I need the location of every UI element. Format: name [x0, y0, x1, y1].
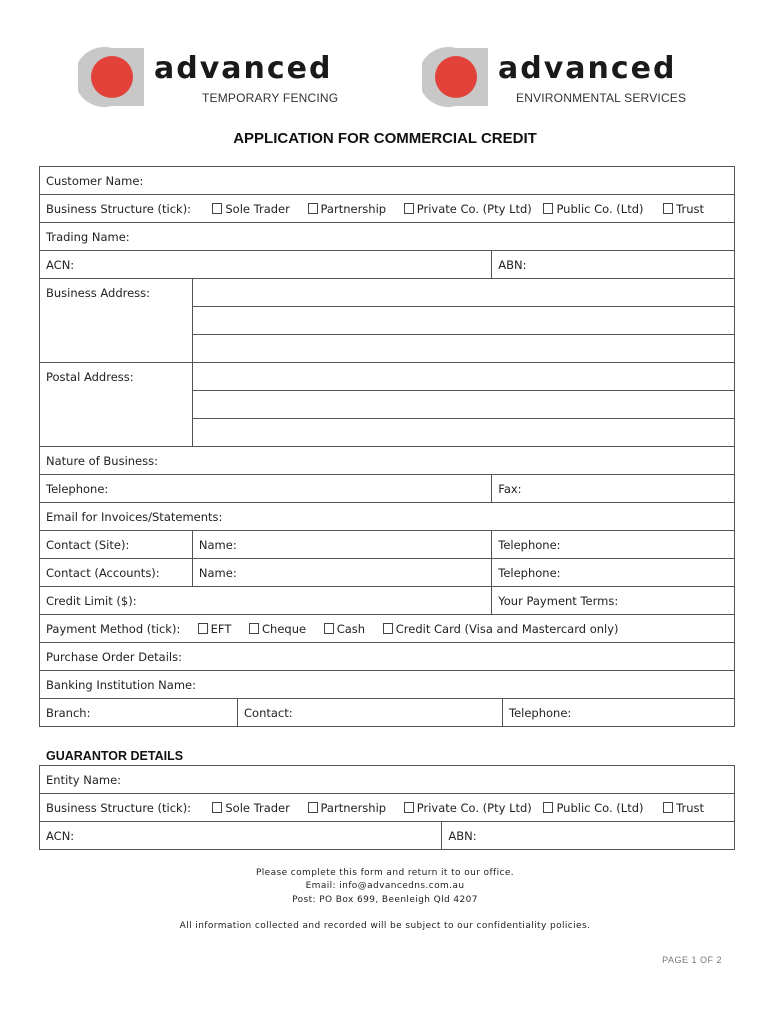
trading-name-row	[40, 223, 735, 251]
checkbox-icon[interactable]	[212, 203, 222, 214]
purchase-order-label: Purchase Order Details:	[46, 649, 182, 664]
telephone-fax-row	[40, 475, 735, 503]
customer-name-label: Customer Name:	[46, 173, 144, 188]
contact-accounts-label-cell	[40, 559, 193, 587]
checkbox-icon[interactable]	[543, 203, 553, 214]
contact-site-telephone-field[interactable]	[492, 531, 735, 559]
postal-address-row	[40, 363, 735, 391]
logo-subtitle: TEMPORARY FENCING	[202, 91, 339, 105]
banking-institution-label: Banking Institution Name:	[46, 677, 196, 692]
telephone-label: Telephone:	[498, 565, 561, 580]
email-invoices-row	[40, 503, 735, 531]
business-structure-label: Business Structure (tick):	[46, 800, 192, 815]
contact-accounts-telephone-field[interactable]	[492, 559, 735, 587]
acn-field[interactable]	[40, 251, 492, 279]
checkbox-cash[interactable]: Cash	[324, 622, 365, 636]
acn-abn-row	[40, 251, 735, 279]
entity-name-row	[40, 766, 735, 794]
postal-address-line-3[interactable]	[192, 419, 734, 447]
business-structure-row	[40, 195, 735, 223]
credit-application-table	[39, 166, 735, 727]
logo-wordmark: advanced	[154, 51, 333, 86]
customer-name-field[interactable]	[40, 167, 735, 195]
business-address-row	[40, 279, 735, 307]
checkbox-icon[interactable]	[324, 623, 334, 634]
banking-institution-field[interactable]	[40, 671, 735, 699]
email-invoices-field[interactable]	[40, 503, 735, 531]
customer-name-row	[40, 167, 735, 195]
business-structure-label: Business Structure (tick):	[46, 201, 192, 216]
telephone-label: Telephone:	[498, 537, 561, 552]
guarantor-checkbox-partnership[interactable]: Partnership	[308, 801, 387, 815]
trading-name-label: Trading Name:	[46, 229, 130, 244]
contact-label: Contact:	[244, 705, 293, 720]
checkbox-sole-trader[interactable]: Sole Trader	[212, 202, 289, 216]
postal-address-label-cell	[40, 363, 193, 447]
business-structure-field	[40, 195, 735, 223]
guarantor-business-structure-field	[40, 794, 735, 822]
business-address-line-3[interactable]	[192, 335, 734, 363]
guarantor-acn-field[interactable]	[40, 822, 442, 850]
guarantor-checkbox-public-co[interactable]: Public Co. (Ltd)	[543, 801, 643, 815]
checkbox-icon[interactable]	[249, 623, 259, 634]
branch-row-cell	[40, 699, 735, 727]
business-address-label-cell	[40, 279, 193, 363]
footer-post: Post: PO Box 699, Beenleigh Qld 4207	[292, 895, 478, 905]
contact-site-name-field[interactable]	[192, 531, 491, 559]
guarantor-checkbox-private-co[interactable]: Private Co. (Pty Ltd)	[404, 801, 532, 815]
contact-accounts-label: Contact (Accounts):	[46, 565, 160, 580]
checkbox-icon[interactable]	[383, 623, 393, 634]
checkbox-icon[interactable]	[404, 802, 414, 813]
acn-label: ACN:	[46, 828, 75, 843]
fax-field[interactable]	[492, 475, 735, 503]
postal-address-line-2[interactable]	[192, 391, 734, 419]
credit-limit-row	[40, 587, 735, 615]
purchase-order-row	[40, 643, 735, 671]
acn-label: ACN:	[46, 257, 75, 272]
checkbox-trust[interactable]: Trust	[663, 202, 704, 216]
checkbox-icon[interactable]	[308, 203, 318, 214]
business-address-line-2[interactable]	[192, 307, 734, 335]
abn-field[interactable]	[492, 251, 735, 279]
checkbox-icon[interactable]	[663, 802, 673, 813]
branch-field[interactable]	[40, 699, 238, 726]
page-number: PAGE 1 OF 2	[662, 955, 722, 965]
fax-label: Fax:	[498, 481, 522, 496]
banking-institution-row	[40, 671, 735, 699]
postal-address-line-1[interactable]	[192, 363, 734, 391]
contact-site-label-cell	[40, 531, 193, 559]
branch-label: Branch:	[46, 705, 91, 720]
checkbox-icon[interactable]	[663, 203, 673, 214]
payment-method-row	[40, 615, 735, 643]
advanced-logo-mark-icon	[78, 46, 146, 108]
payment-method-field	[40, 615, 735, 643]
footer-instructions: Please complete this form and return it to our office.	[255, 868, 515, 878]
branch-subtable	[40, 699, 734, 726]
bank-contact-field[interactable]	[238, 699, 503, 726]
checkbox-icon[interactable]	[212, 802, 222, 813]
payment-terms-label: Your Payment Terms:	[498, 593, 619, 608]
guarantor-heading: GUARANTOR DETAILS	[46, 749, 184, 763]
advanced-logo-mark-icon	[422, 46, 490, 108]
contact-site-row	[40, 531, 735, 559]
guarantor-abn-field[interactable]	[442, 822, 735, 850]
guarantor-checkbox-trust[interactable]: Trust	[663, 801, 704, 815]
checkbox-cheque[interactable]: Cheque	[249, 622, 306, 636]
name-label: Name:	[198, 565, 237, 580]
contact-accounts-name-field[interactable]	[192, 559, 491, 587]
abn-label: ABN:	[498, 257, 527, 272]
telephone-label: Telephone:	[46, 481, 109, 496]
guarantor-table	[39, 765, 735, 850]
footer-confidentiality: All information collected and recorded will be subject to our confidentiality policies.	[179, 921, 591, 931]
page-title: APPLICATION FOR COMMERCIAL CREDIT	[233, 130, 537, 147]
telephone-label: Telephone:	[509, 705, 572, 720]
payment-method-label: Payment Method (tick):	[46, 621, 181, 636]
checkbox-partnership[interactable]: Partnership	[308, 202, 387, 216]
checkbox-eft[interactable]: EFT	[198, 622, 232, 636]
guarantor-business-structure-row	[40, 794, 735, 822]
bank-telephone-field[interactable]	[503, 699, 735, 726]
guarantor-checkbox-sole-trader[interactable]: Sole Trader	[212, 801, 289, 815]
logo-wordmark: advanced	[498, 51, 677, 86]
nature-of-business-row	[40, 447, 735, 475]
logo-environmental-services	[422, 44, 692, 110]
email-invoices-label: Email for Invoices/Statements:	[46, 509, 223, 524]
footer-email: Email: info@advancedns.com.au	[305, 881, 465, 891]
business-address-line-1[interactable]	[192, 279, 734, 307]
checkbox-private-co[interactable]: Private Co. (Pty Ltd)	[404, 202, 532, 216]
entity-name-field[interactable]	[40, 766, 735, 794]
logo-subtitle: ENVIRONMENTAL SERVICES	[516, 91, 687, 105]
contact-accounts-row	[40, 559, 735, 587]
entity-name-label: Entity Name:	[46, 772, 122, 787]
postal-address-label: Postal Address:	[46, 370, 134, 384]
nature-of-business-field[interactable]	[40, 447, 735, 475]
checkbox-icon[interactable]	[198, 623, 208, 634]
purchase-order-field[interactable]	[40, 643, 735, 671]
trading-name-field[interactable]	[40, 223, 735, 251]
branch-row	[40, 699, 735, 727]
telephone-field[interactable]	[40, 475, 492, 503]
payment-terms-field[interactable]	[492, 587, 735, 615]
business-address-label: Business Address:	[46, 286, 151, 300]
abn-label: ABN:	[448, 828, 477, 843]
logo-temporary-fencing	[78, 44, 348, 110]
credit-limit-label: Credit Limit ($):	[46, 593, 137, 608]
name-label: Name:	[198, 537, 237, 552]
checkbox-icon[interactable]	[404, 203, 414, 214]
checkbox-public-co[interactable]: Public Co. (Ltd)	[543, 202, 643, 216]
nature-of-business-label: Nature of Business:	[46, 453, 158, 468]
guarantor-acn-abn-row	[40, 822, 735, 850]
contact-site-label: Contact (Site):	[46, 537, 130, 552]
checkbox-icon[interactable]	[308, 802, 318, 813]
checkbox-credit-card[interactable]: Credit Card (Visa and Mastercard only)	[383, 622, 619, 636]
credit-limit-field[interactable]	[40, 587, 492, 615]
checkbox-icon[interactable]	[543, 802, 553, 813]
